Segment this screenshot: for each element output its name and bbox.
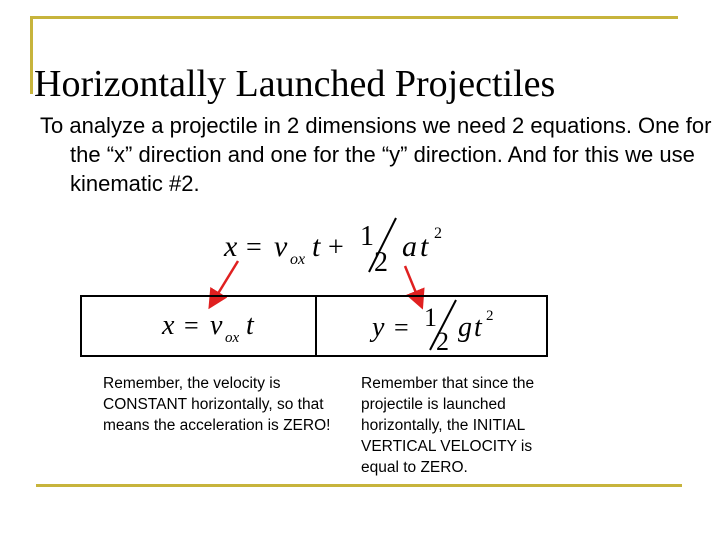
main-eq-numerator: 1 (360, 221, 374, 252)
main-eq-t: t (312, 230, 321, 263)
y-eq-equals: = (394, 313, 409, 342)
main-eq-exponent: 2 (434, 225, 442, 242)
main-eq-v-sub: ox (290, 251, 306, 268)
main-eq-t2: t (420, 230, 429, 263)
slide-title: Horizontally Launched Projectiles (34, 63, 556, 105)
main-kinematic-equation (223, 218, 442, 278)
main-eq-plus: + (328, 232, 344, 263)
x-eq-t: t (246, 310, 254, 341)
y-direction-equation (369, 300, 494, 356)
y-eq-exponent: 2 (486, 308, 494, 324)
main-eq-a: a (402, 230, 417, 263)
intro-paragraph: To analyze a projectile in 2 dimensions we need 2 equations. One for the “x” direction and one for the “y” direction. And for this we use kinematic #2. (40, 113, 712, 196)
main-eq-v: v (274, 230, 288, 263)
x-eq-v-sub: ox (225, 330, 240, 346)
x-eq-x: x (162, 310, 175, 341)
note-horizontal: Remember, the velocity is CONSTANT horizontally, so that means the acceleration is ZERO! (103, 375, 331, 434)
note-vertical: Remember that since the projectile is launched horizontally, the INITIAL VERTICAL VELOCITY is equal to ZERO. (361, 375, 535, 476)
y-eq-denominator: 2 (436, 327, 449, 356)
arrow-to-y-equation (405, 266, 421, 305)
y-eq-g: g (458, 312, 472, 343)
y-eq-y: y (372, 312, 385, 343)
y-eq-numerator: 1 (424, 303, 437, 332)
x-direction-equation (161, 310, 255, 346)
main-eq-x: x (224, 230, 238, 263)
main-eq-equals: = (246, 232, 262, 263)
y-eq-t: t (474, 312, 482, 343)
main-eq-denominator: 2 (374, 247, 388, 278)
x-eq-equals: = (184, 311, 199, 340)
x-eq-v: v (210, 310, 223, 341)
arrow-to-x-equation (211, 261, 238, 305)
